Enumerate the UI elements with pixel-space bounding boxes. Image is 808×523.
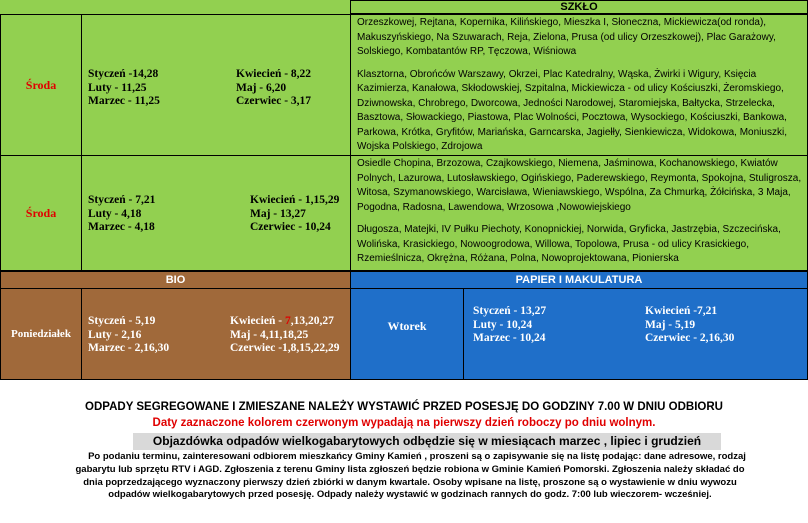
schedule-entry: Luty - 11,25 xyxy=(88,81,147,94)
szklo-row2-streets xyxy=(350,155,808,271)
street-list: Osiedle Chopina, Brzozowa, Czajkowskiego, Niemena, Jaśminowa, Kochanowskiego, Kwiatów Polnych, Lazurowa, Lutosławskiego, Ogińskiego, Paderewskiego, Reymonta, Spokojna, Stuligrosza, Witosa, Szymanowskiego, Warcisława, Wieniawskiego, Wspólna, Za Chmurką, Żółcińska, 3 Maja, Pogodna, Radosna, Lawendowa, Wrzosowa ,Nowowiejskiego xyxy=(357,158,802,213)
schedule-entry: Styczeń - 13,27 xyxy=(473,305,547,317)
bio-months-left xyxy=(88,315,169,356)
schedule-entry: Luty - 4,18 xyxy=(88,207,142,220)
schedule-entry: Maj - 5,19 xyxy=(645,318,696,331)
footer-deadline-notice: ODPADY SEGREGOWANE I ZMIESZANE NALEŻY WYSTAWIĆ PRZED POSESJĘ DO GODZINY 7.00 W DNIU ODBIORU xyxy=(85,401,723,413)
schedule-entry: Maj - 13,27 xyxy=(250,207,306,220)
szklo-row2-schedule xyxy=(81,155,351,271)
schedule-entry: Czerwiec -1,8,15,22,29 xyxy=(230,342,340,354)
schedule-entry: Czerwiec - 10,24 xyxy=(250,221,331,233)
papier-header: PAPIER I MAKULATURA xyxy=(350,271,808,289)
footer-bulky-waste-notice: Objazdówka odpadów wielkogabarytowych odbędzie się w miesiącach marzec , lipiec i grudzień xyxy=(133,433,721,450)
schedule-entry: Styczeń -14,28 xyxy=(88,68,159,80)
schedule-entry: Maj - 6,20 xyxy=(236,81,287,94)
street-list: Długosza, Matejki, IV Pułku Piechoty, Konopnickiej, Norwida, Gryficka, Jastrzębia, Szczecińska, Wolińska, Krasickiego, Nowoogrodowa, Willowa, Topolowa, Prusa - od ulicy Krasickiego, Rzemieślnicza, Okrężna, Różana, Polna, Nowoprojektowana, Pionierska xyxy=(357,224,781,264)
footer-red-dates-note: Daty zaznaczone kolorem czerwonym wypadają na pierwszy dzień roboczy po dniu wolnym. xyxy=(152,417,656,429)
schedule-entry: Styczeń - 7,21 xyxy=(88,194,156,206)
papier-schedule xyxy=(463,288,808,380)
szklo-row1-months-right xyxy=(236,68,311,109)
schedule-entry: Kwiecień - 8,22 xyxy=(236,68,312,80)
bio-months-right xyxy=(230,315,340,356)
schedule-entry: Luty - 2,16 xyxy=(88,328,142,341)
schedule-entry: Kwiecień -7,21 xyxy=(645,305,718,317)
szklo-row1-day: Środa xyxy=(0,14,82,156)
szklo-row2-day: Środa xyxy=(0,155,82,271)
szklo-row1-streets xyxy=(350,14,808,156)
schedule-entry: Kwiecień - 1,15,29 xyxy=(250,194,340,206)
szklo-header: SZKŁO xyxy=(350,0,808,14)
street-list: Klasztorna, Obrońców Warszawy, Okrzei, Plac Katedralny, Wąska, Żwirki i Wigury, Księcia Kazimierza, Kanałowa, Skłodowskiej, Szpitalna, Mickiewicza - od ulicy Kościuszki, Żeromskiego, Dziwnowska, Chrobrego, Dworcowa, Jedności Narodowej, Staromiejska, Bałtycka, Strzelecka, Basztowa, Słowackiego, Piastowa, Plac Wolności, Pocztowa, Wysockiego, Kościuszki, Bankowa, Parkowa, Krótka, Gryfitów, Mariańska, Garncarska, Jagiełły, Sienkiewicza, Widokowa, Moniuszki, Wojska Polskiego, Zdrojowa xyxy=(357,68,787,152)
schedule-entry: Marzec - 2,16,30 xyxy=(88,342,170,354)
street-list: Orzeszkowej, Rejtana, Kopernika, Kilińskiego, Mieszka I, Słoneczna, Mickiewicza(od ronda), Makuszyńskiego, Na Szuwarach, Reja, Zielona, Prusa (od ulicy Orzeszkowej), Plac Garażowy, Solskiego, Kombatantów RP, Tęczowa, Wiśniowa xyxy=(357,17,776,57)
holiday-shifted-date: 7 xyxy=(284,315,291,327)
papier-months-right xyxy=(645,305,734,346)
schedule-entry xyxy=(230,315,340,329)
bio-day: Poniedziałek xyxy=(0,288,82,380)
schedule-entry-prefix: Kwiecień - xyxy=(230,315,285,327)
szklo-row1-months-left xyxy=(88,68,160,109)
schedule-entry: Luty - 10,24 xyxy=(473,318,533,331)
papier-day: Wtorek xyxy=(350,288,464,380)
szklo-row1-schedule xyxy=(81,14,351,156)
schedule-entry: Marzec - 4,18 xyxy=(88,221,155,233)
szklo-row2-months-right xyxy=(250,194,339,235)
schedule-entry: Maj - 4,11,18,25 xyxy=(230,328,309,341)
papier-months-left xyxy=(473,305,546,346)
szklo-row2-months-left xyxy=(88,194,155,235)
schedule-entry: Marzec - 10,24 xyxy=(473,332,546,344)
szklo-header-spacer xyxy=(0,0,350,14)
schedule-entry-suffix: ,13,20,27 xyxy=(290,315,334,327)
schedule-entry: Marzec - 11,25 xyxy=(88,95,160,107)
footer-bulky-waste-details: Po podaniu terminu, zainteresowani odbiorem mieszkańcy Gminy Kamień , proszeni są o zapisywanie się na listę podając: dane adresowe, rodzaj gabarytu lub sprzętu RTV i AGD. Zgłoszenia z terenu Gminy lista zgłoszeń będzie robiona w Gminie Kamień Pomorski. Zgłoszenia należy składać do dnia poprzedzającego wyznaczony pierwszy dzień zbiórki w danym kwartale. Osoby wpisane na listę, proszone są o wystawienie w dniu wywozu odpadów wielkogabarytowych przed posesję. Odpady należy wystawić w godzinach rannych do godz. 7:00 lub wieczorem- wcześniej. xyxy=(75,451,746,501)
schedule-entry: Czerwiec - 3,17 xyxy=(236,95,312,107)
bio-schedule xyxy=(81,288,351,380)
bio-header: BIO xyxy=(0,271,351,289)
schedule-entry: Styczeń - 5,19 xyxy=(88,315,156,327)
schedule-entry: Czerwiec - 2,16,30 xyxy=(645,332,735,344)
